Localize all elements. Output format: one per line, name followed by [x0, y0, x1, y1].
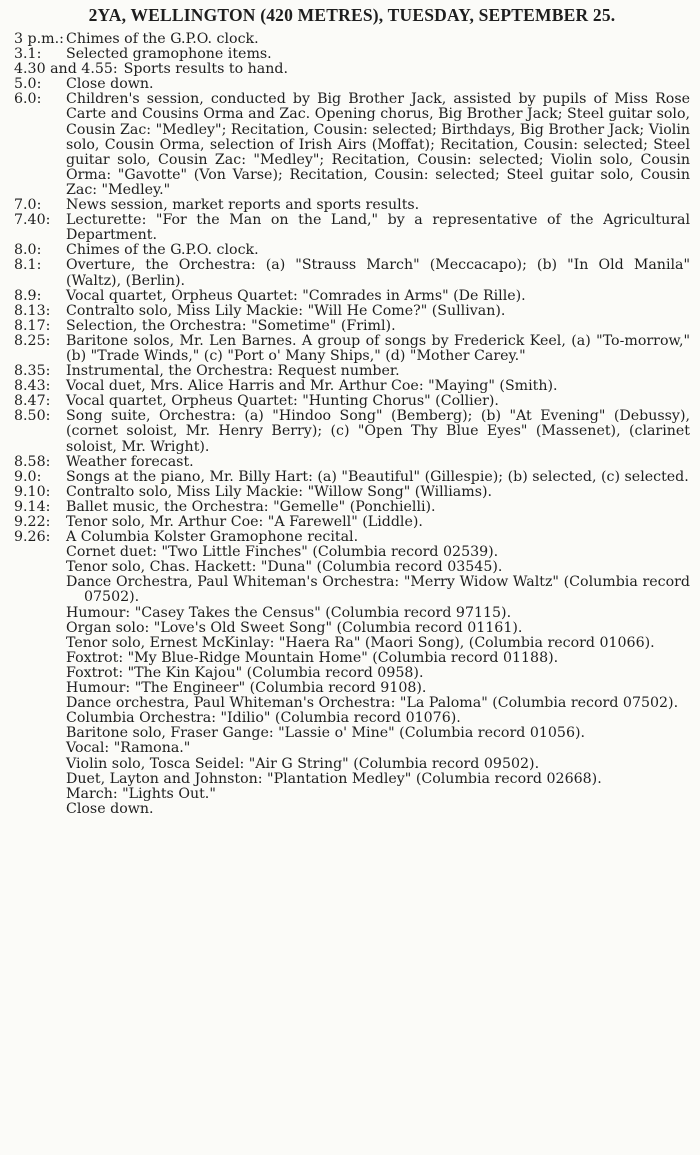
schedule-entry	[14, 515, 690, 530]
entry-time: 5.0:	[14, 76, 42, 93]
entry-text: Chimes of the G.P.O. clock.	[66, 31, 259, 47]
recital-item: Foxtrot: "The Kin Kajou" (Columbia record 0958).	[66, 664, 424, 681]
entry-time: 8.58:	[14, 453, 51, 470]
schedule-entry	[14, 47, 690, 62]
entry-time: 8.1:	[14, 257, 42, 274]
schedule-entry	[14, 92, 690, 198]
recital-item: Violin solo, Tosca Seidel: "Air G String" (Columbia record 09502).	[66, 755, 540, 772]
entry-time: 3 p.m.:	[14, 31, 64, 47]
entry-time: 8.17:	[14, 317, 51, 334]
schedule-entry	[14, 379, 690, 394]
recital-item: Foxtrot: "My Blue-Ridge Mountain Home" (Columbia record 01188).	[66, 649, 559, 666]
schedule-entry	[14, 500, 690, 515]
schedule-entry	[14, 409, 690, 454]
entry-text: Close down.	[66, 76, 154, 93]
entry-time: 9.26:	[14, 529, 51, 546]
entry-text: Contralto solo, Miss Lily Mackie: "Willow Song" (Williams).	[66, 483, 493, 500]
entry-text: A Columbia Kolster Gramophone recital.	[66, 529, 359, 546]
entry-time: 8.35:	[14, 363, 51, 380]
entry-time: 4.30 and 4.55:	[14, 61, 118, 78]
schedule-entry	[14, 394, 690, 409]
recital-item: Organ solo: "Love's Old Sweet Song" (Columbia record 01161).	[66, 619, 523, 636]
entry-text: Selection, the Orchestra: "Sometime" (Friml).	[66, 317, 396, 334]
entry-time: 8.25:	[14, 332, 51, 349]
entry-text: News session, market reports and sports results.	[66, 197, 420, 214]
recital-item: Tenor solo, Chas. Hackett: "Duna" (Columbia record 03545).	[66, 559, 503, 576]
recital-item: Tenor solo, Ernest McKinlay: "Haera Ra" (Maori Song), (Columbia record 01066).	[66, 634, 655, 651]
schedule-entry	[14, 289, 690, 304]
entry-time: 9.22:	[14, 514, 51, 530]
entry-text: Tenor solo, Mr. Arthur Coe: "A Farewell" (Liddle).	[66, 514, 423, 530]
entry-text: Selected gramophone items.	[66, 46, 272, 63]
entry-text: Baritone solos, Mr. Len Barnes. A group of songs by Frederick Keel, (a) "To-morrow," (b) "Trade Winds," (c) "Port o' Many Ships," (d) "Mother Carey."	[66, 332, 690, 364]
schedule-entry	[14, 32, 690, 47]
schedule-entry	[14, 213, 690, 243]
entry-time: 6.0:	[14, 91, 42, 108]
recital-item: Duet, Layton and Johnston: "Plantation Medley" (Columbia record 02668).	[66, 770, 602, 787]
entry-text: Weather forecast.	[66, 453, 194, 470]
entry-time: 7.0:	[14, 197, 42, 214]
recital-item: March: "Lights Out."	[66, 785, 216, 802]
schedule-entry	[14, 62, 690, 77]
entry-text: Chimes of the G.P.O. clock.	[66, 242, 259, 259]
schedule-entry	[14, 77, 690, 92]
entry-text: Vocal quartet, Orpheus Quartet: "Hunting Chorus" (Collier).	[66, 393, 499, 410]
entry-text: Sports results to hand.	[123, 61, 288, 78]
recital-item: Dance orchestra, Paul Whiteman's Orchestra: "La Paloma" (Columbia record 07502).	[66, 695, 679, 712]
entry-time: 7.40:	[14, 212, 51, 229]
entry-time: 8.13:	[14, 302, 51, 319]
recital-item: Vocal: "Ramona."	[66, 740, 191, 757]
recital-item: Humour: "Casey Takes the Census" (Columbia record 97115).	[66, 604, 512, 621]
recital-item: Columbia Orchestra: "Idilio" (Columbia record 01076).	[66, 710, 461, 727]
recital-item: Baritone solo, Fraser Gange: "Lassie o' Mine" (Columbia record 01056).	[66, 725, 586, 742]
entry-text: Overture, the Orchestra: (a) "Strauss March" (Meccacapo); (b) "In Old Manila" (Waltz), (Berlin).	[66, 257, 690, 289]
entry-text: Songs at the piano, Mr. Billy Hart: (a) "Beautiful" (Gillespie); (b) selected, (c) selected.	[66, 468, 689, 485]
entry-text: Instrumental, the Orchestra: Request number.	[66, 363, 400, 380]
page-title: 2YA, WELLINGTON (420 METRES), TUESDAY, SEPTEMBER 25.	[88, 5, 616, 25]
entry-text: Children's session, conducted by Big Brother Jack, assisted by pupils of Miss Rose Carte and Cousins Orma and Zac. Opening chorus, Big Brother Jack; Steel guitar solo, Cousin Zac: "Medley"; Recitation, Cousin: selected; Birthdays, Big Brother Jack; Violin solo, Cousin Orma, selection of Irish Airs (Moffat); Recitation, Cousin: selected; Steel guitar solo, Cousin Zac: "Medley"; Recitation, Cousin: selected; Violin solo, Cousin Orma: "Gavotte" (Von Varse); Recitation, Cousin: selected; Steel guitar solo, Cousin Zac: "Medley."	[66, 91, 690, 198]
schedule-list	[14, 32, 690, 545]
schedule-entry	[14, 334, 690, 364]
entry-time: 3.1:	[14, 46, 42, 63]
schedule-entry	[14, 530, 690, 545]
entry-text: Vocal quartet, Orpheus Quartet: "Comrades in Arms" (De Rille).	[66, 287, 526, 304]
entry-text: Song suite, Orchestra: (a) "Hindoo Song" (Bemberg); (b) "At Evening" (Debussy), (cornet soloist, Mr. Henry Berry); (c) "Open Thy Blue Eyes" (Massenet), (clarinet soloist, Mr. Wright).	[66, 408, 690, 455]
schedule-entry	[14, 304, 690, 319]
entry-text: Lecturette: "For the Man on the Land," by a representative of the Agricultural Department.	[66, 212, 690, 244]
schedule-entry	[14, 319, 690, 334]
recital-item: Humour: "The Engineer" (Columbia record 9108).	[66, 680, 427, 697]
entry-time: 8.9:	[14, 287, 42, 304]
entry-time: 9.14:	[14, 498, 51, 515]
schedule-entry	[14, 364, 690, 379]
schedule-entry	[14, 243, 690, 258]
entry-time: 8.50:	[14, 408, 51, 425]
entry-text: Vocal duet, Mrs. Alice Harris and Mr. Arthur Coe: "Maying" (Smith).	[66, 378, 558, 395]
entry-time: 8.0:	[14, 242, 42, 259]
entry-text: Contralto solo, Miss Lily Mackie: "Will He Come?" (Sullivan).	[66, 302, 506, 319]
schedule-entry	[14, 455, 690, 470]
recital-item: Dance Orchestra, Paul Whiteman's Orchestra: "Merry Widow Waltz" (Columbia record 07502).	[66, 574, 690, 606]
entry-time: 8.43:	[14, 378, 51, 395]
entry-text: Ballet music, the Orchestra: "Gemelle" (Ponchielli).	[66, 498, 436, 515]
entry-time: 8.47:	[14, 393, 51, 410]
entry-time: 9.0:	[14, 468, 42, 485]
recital-item: Close down.	[66, 800, 154, 817]
schedule-entry	[14, 470, 690, 485]
recital-item: Cornet duet: "Two Little Finches" (Columbia record 02539).	[66, 544, 499, 561]
recital-list	[14, 545, 690, 817]
schedule-entry	[14, 198, 690, 213]
schedule-entry	[14, 258, 690, 288]
entry-time: 9.10:	[14, 483, 51, 500]
schedule-entry	[14, 485, 690, 500]
